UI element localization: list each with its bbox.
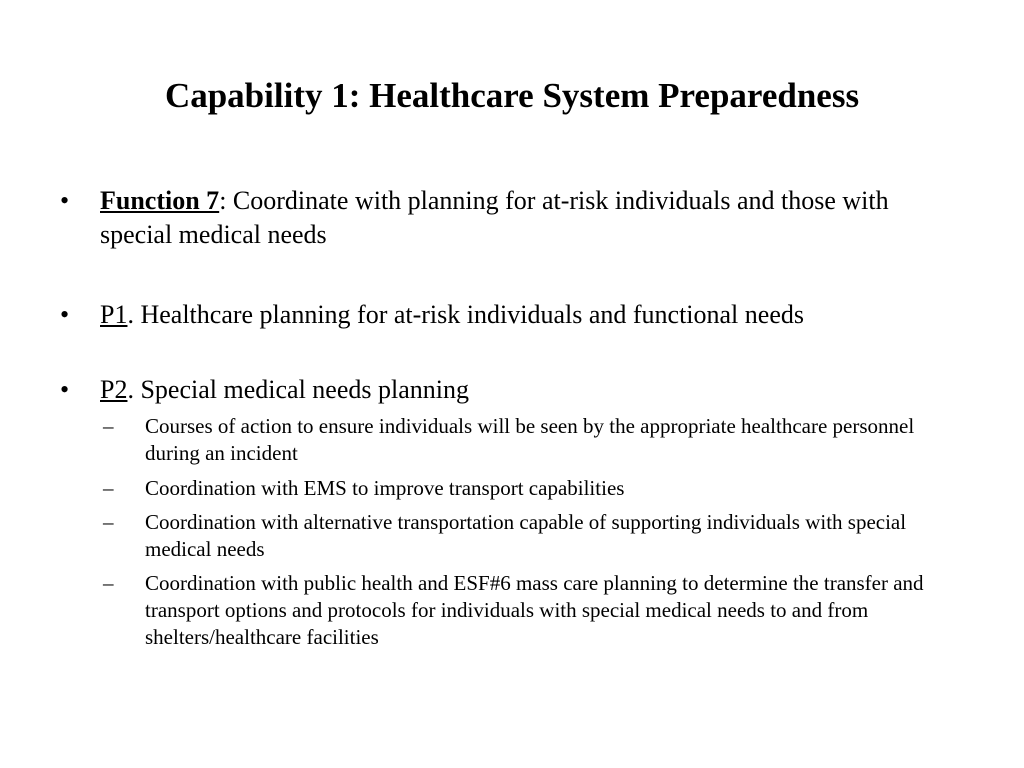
sub-item-public-health-coordination <box>103 570 955 651</box>
bullet-item-p1 <box>60 298 950 332</box>
dash-icon: – <box>103 476 114 500</box>
bullet-lead: P1 <box>100 300 128 329</box>
bullet-text: . Healthcare planning for at-risk individuals and functional needs <box>127 300 804 329</box>
sub-item-text: Coordination with EMS to improve transport capabilities <box>145 476 625 500</box>
sub-item-courses-of-action <box>103 413 955 467</box>
sub-item-alternative-transportation <box>103 509 955 563</box>
bullet-text: . Special medical needs planning <box>127 375 469 404</box>
dash-icon: – <box>103 510 114 534</box>
sub-item-text: Courses of action to ensure individuals will be seen by the appropriate healthcare personnel during an incident <box>145 414 915 465</box>
sub-item-text: Coordination with public health and ESF#6 mass care planning to determine the transfer and transport options and protocols for individuals with special medical needs to and from shelters/healthcare facilities <box>145 571 924 649</box>
bullet-lead: Function 7 <box>100 186 220 215</box>
bullet-icon: • <box>60 300 70 329</box>
bullet-item-p2 <box>60 373 950 407</box>
bullet-text: : Coordinate with planning for at-risk individuals and those with special medical needs <box>100 186 889 249</box>
bullet-icon: • <box>60 186 70 215</box>
dash-icon: – <box>103 414 114 438</box>
dash-icon: – <box>103 571 114 595</box>
bullet-lead: P2 <box>100 375 128 404</box>
sub-item-ems-coordination <box>103 475 955 502</box>
bullet-icon: • <box>60 375 70 404</box>
sub-item-text: Coordination with alternative transportation capable of supporting individuals with special medical needs <box>145 510 907 561</box>
bullet-item-function-7 <box>60 184 950 252</box>
slide-title: Capability 1: Healthcare System Preparedness <box>164 76 860 115</box>
